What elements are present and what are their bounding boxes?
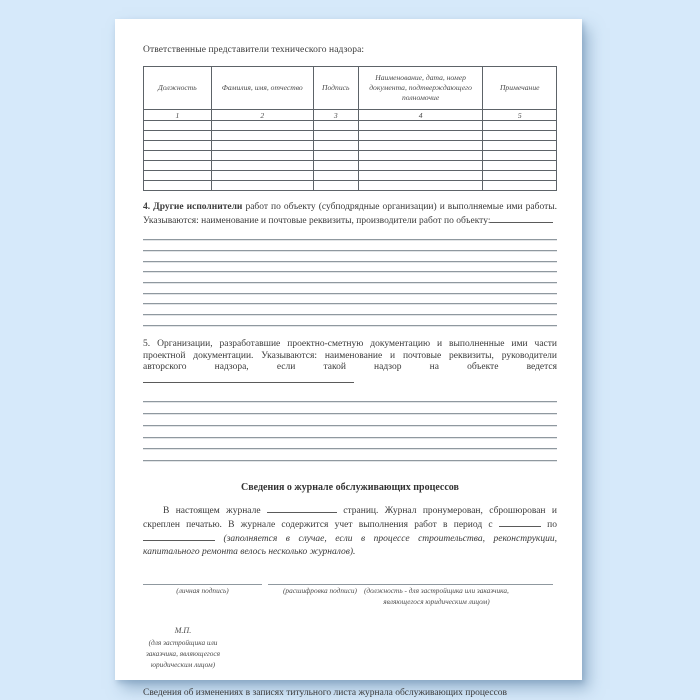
table-row [144,151,557,161]
journal-text-3: по [547,520,557,531]
caption-position-line1: (должность - для застройщика или заказчика, [363,586,509,596]
col-number: 2 [211,110,313,121]
caption-position-line2: являющегося юридическим лицом) [383,596,490,606]
col-header-name: Фамилия, имя, отчество [211,67,313,110]
caption-personal-signature: (личная подпись) [176,586,229,596]
document-page [115,19,582,698]
date-from-blank-field [499,518,541,527]
page-content [115,19,582,698]
pages-blank-field [267,504,337,513]
stamp-label: М.П. [174,626,192,636]
ruled-line [143,426,557,438]
signature-lines [143,583,557,585]
col-number: 4 [358,110,483,121]
stamp-note-line2: заказчика, являющегося [145,648,221,658]
section4-lead: 4. Другие исполнители [143,202,243,212]
ruled-line [143,438,557,450]
col-number: 5 [483,110,557,121]
ruled-line [143,230,557,241]
table-header-row [144,67,557,110]
changes-section-title: Сведения об изменениях в записях титульного листа журнала обслуживающих процессов [143,687,508,698]
table-row [144,171,557,181]
table-row [144,161,557,171]
section5-ruled-lines [143,390,557,461]
ruled-line [143,283,557,294]
journal-text-1: В настоящем журнале [163,506,267,517]
journal-info-paragraph [143,504,557,559]
ruled-line [143,262,557,273]
ruled-line [143,315,557,326]
personal-signature-line [143,583,262,585]
table-row [144,141,557,151]
journal-text-2: страниц. Журнал пронумерован, сброшюрован и скреплен печатью. В журнале содержится учет выполнения работ в период с [143,506,557,531]
stamp-note-line1: (для застройщика или [148,638,218,648]
section4-ruled-lines [143,230,557,326]
stamp-note-line3: юридическим лицом) [150,659,216,669]
caption-decipher-signature: (расшифровка подписи) [283,586,357,596]
journal-info-heading: Сведения о журнале обслуживающих процессов [241,482,459,494]
blank-field [143,374,354,383]
col-header-document: Наименование, дата, номер документа, подтверждающего полномочие [358,67,483,110]
ruled-line [143,304,557,315]
stamp-block [137,626,229,670]
journal-italic-note: (заполняется в случае, если в процессе строительства, реконструкции, капитального ремонта велось несколько журналов). [143,534,557,558]
signature-captions [143,586,557,607]
col-header-position: Должность [144,67,212,110]
ruled-line [143,240,557,251]
ruled-line [143,414,557,426]
date-to-blank-field [143,532,215,541]
ruled-line [143,251,557,262]
ruled-line [143,294,557,305]
ruled-line [143,402,557,414]
table-row [144,181,557,191]
col-number: 3 [313,110,358,121]
table-row [144,121,557,131]
supervisors-title: Ответственные представители технического надзора: [143,45,365,55]
blank-field [490,214,553,223]
ruled-line [143,449,557,461]
ruled-line [143,390,557,402]
decipher-signature-line [268,583,553,585]
ruled-line [143,272,557,283]
col-header-note: Примечание [483,67,557,110]
table-body [144,121,557,191]
col-header-signature: Подпись [313,67,358,110]
section4-body: работ по объекту (субподрядные организации) и выполняемые ими работы. Указываются: наименование и почтовые реквизиты, производители работ по объекту: [143,202,557,226]
supervisors-table [143,66,557,191]
section5-text [143,339,557,388]
col-number: 1 [144,110,212,121]
table-row [144,131,557,141]
section4-text [143,202,557,228]
caption-position [364,586,509,607]
table-number-row [144,110,557,121]
section5-body: 5. Организации, разработавшие проектно-сметную документацию и выполненные ими части проектной документации. Указываются: наименование и почтовые реквизиты, руководители авторского надзора, если такой надзор на объекте ведется [143,338,557,373]
